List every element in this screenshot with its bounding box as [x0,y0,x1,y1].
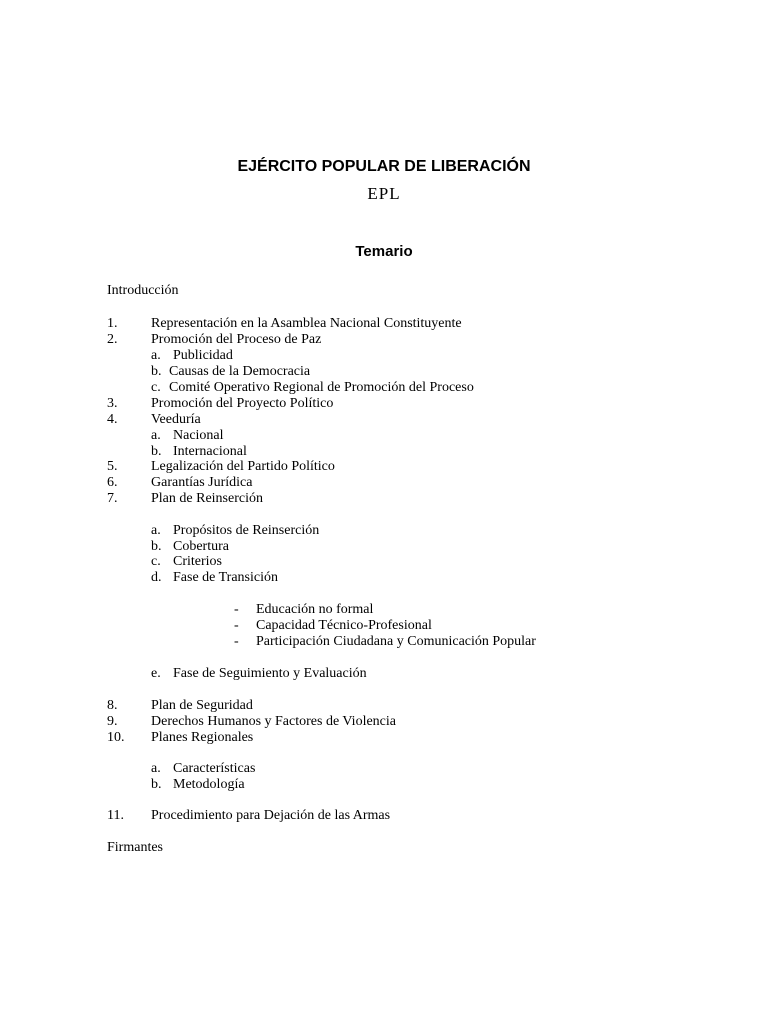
list-item-label: Representación en la Asamblea Nacional Constituyente [151,316,462,331]
sublist-item-letter: c. [151,380,161,395]
list-item-number: 6. [107,475,118,490]
list-item-label: Plan de Seguridad [151,698,253,713]
sublist-item-label: Nacional [173,428,224,443]
sublist-item-label: Fase de Transición [173,570,278,585]
list-item-number: 9. [107,714,118,729]
sublist-item-letter: a. [151,523,161,538]
list-item-label: Procedimiento para Dejación de las Armas [151,808,391,823]
sublist-item-label: Publicidad [173,348,233,363]
document-title: EJÉRCITO POPULAR DE LIBERACIÓN [237,158,531,175]
signatories-label: Firmantes [107,840,163,855]
list-item-number: 2. [107,332,118,347]
bullet-dash: - [234,602,239,617]
sublist-item-letter: b. [151,777,162,792]
sublist-item-letter: c. [151,554,161,569]
sublist-item-label: Cobertura [173,539,229,554]
list-item-number: 3. [107,396,118,411]
sublist-item-label: Criterios [173,554,222,569]
section-heading: Temario [355,243,413,260]
sublist-item-letter: e. [151,666,161,681]
sublist-item-label: Propósitos de Reinserción [173,523,320,538]
list-item-number: 4. [107,412,118,427]
list-item-label: Promoción del Proyecto Político [151,396,334,411]
sublist-item-label: Fase de Seguimiento y Evaluación [173,666,367,681]
sublist-item-letter: b. [151,444,162,459]
list-item-number: 8. [107,698,118,713]
list-item-number: 5. [107,459,118,474]
bullet-dash: - [234,634,239,649]
sublist-item-label: Comité Operativo Regional de Promoción del Proceso [169,380,474,395]
list-item-number: 7. [107,491,118,506]
list-item-label: Planes Regionales [151,730,254,745]
sublist-item-letter: b. [151,364,162,379]
list-item-label: Promoción del Proceso de Paz [151,332,322,347]
sublist-item-letter: b. [151,539,162,554]
list-item-label: Legalización del Partido Político [151,459,335,474]
sublist-item-letter: a. [151,348,161,363]
bullet-item-label: Educación no formal [256,602,374,617]
list-item-number: 10. [107,730,125,745]
bullet-dash: - [234,618,239,633]
sublist-item-letter: d. [151,570,162,585]
sublist-item-label: Metodología [173,777,245,792]
list-item-label: Derechos Humanos y Factores de Violencia [151,714,396,729]
bullet-item-label: Participación Ciudadana y Comunicación Popular [256,634,536,649]
sublist-item-label: Características [173,761,256,776]
sublist-item-label: Internacional [173,444,247,459]
list-item-number: 1. [107,316,118,331]
list-item-label: Garantías Jurídica [151,475,253,490]
bullet-item-label: Capacidad Técnico-Profesional [256,618,432,633]
sublist-item-letter: a. [151,428,161,443]
list-item-label: Plan de Reinserción [151,491,263,506]
list-item-number: 11. [107,808,124,823]
document-subtitle: EPL [367,184,401,203]
sublist-item-label: Causas de la Democracia [169,364,311,379]
intro-label: Introducción [107,283,179,298]
list-item-label: Veeduría [151,412,201,427]
sublist-item-letter: a. [151,761,161,776]
